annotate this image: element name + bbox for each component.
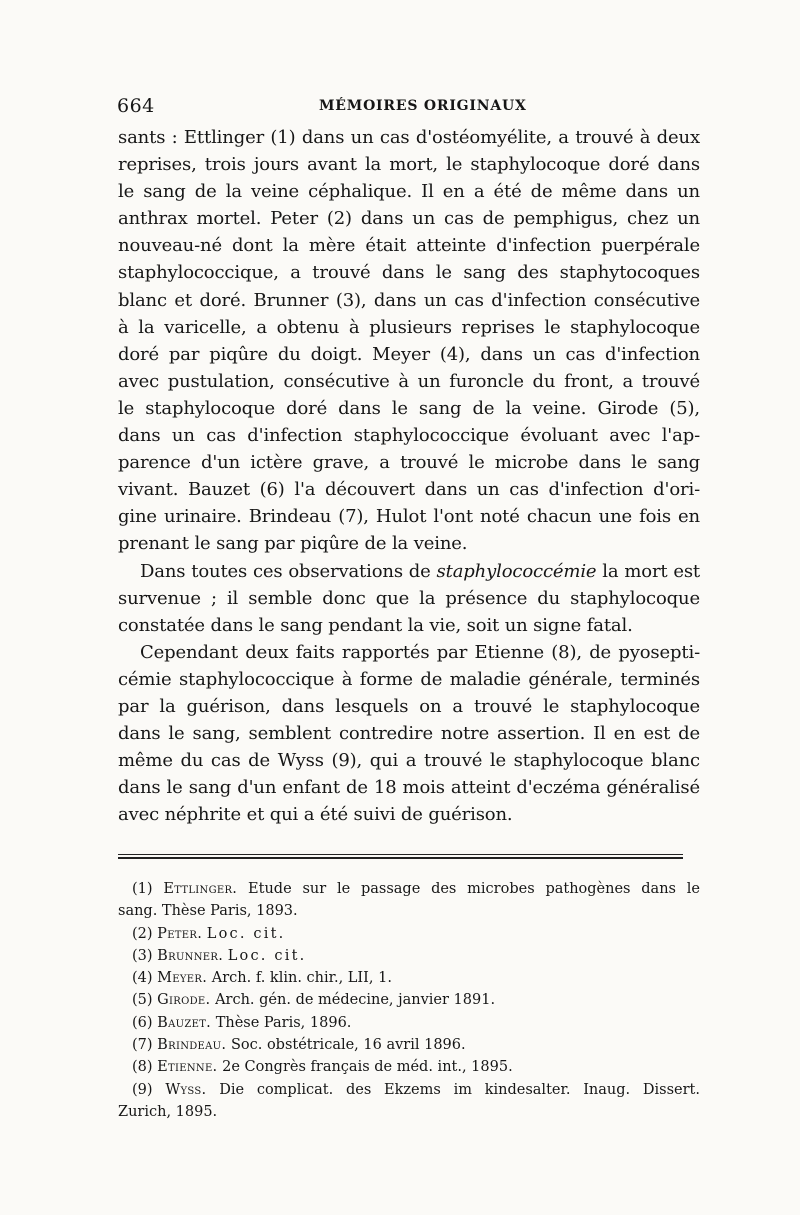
- footnote: [118, 967, 700, 989]
- body-line: nouveau-né dont la mère était atteinte d'infection puerpérale: [118, 235, 700, 257]
- body-line: prenant le sang par piqûre de la veine.: [118, 533, 468, 555]
- body-line: avec pustulation, consécutive à un furoncle du front, a trouvé: [118, 370, 700, 392]
- footnote-author: Girode.: [157, 992, 211, 1009]
- footnote-author: Brunner.: [157, 947, 224, 964]
- footnote: [118, 1012, 700, 1034]
- body-text: [118, 124, 700, 828]
- footnote-number: (6): [132, 1014, 153, 1031]
- body-line: constatée dans le sang pendant la vie, soit un signe fatal.: [118, 614, 633, 636]
- footnote-number: (2): [132, 925, 153, 942]
- page-header: [117, 95, 700, 121]
- footnote: [118, 989, 700, 1011]
- body-line: dans un cas d'infection staphylococcique évoluant avec l'ap-: [118, 425, 700, 447]
- text-run: la mort est: [602, 560, 700, 582]
- footnote: [118, 1079, 700, 1101]
- body-line: avec néphrite et qui a été suivi de guérison.: [118, 804, 513, 826]
- body-line: par la guérison, dans lesquels on a trouvé le staphylocoque: [118, 695, 700, 717]
- footnote-continuation: Zurich, 1895.: [118, 1103, 218, 1120]
- footnote: [118, 878, 700, 900]
- footnote-text: 2e Congrès français de méd. int., 1895.: [222, 1059, 513, 1076]
- footnote-separator: [118, 854, 683, 859]
- body-line: à la varicelle, a obtenu à plusieurs reprises le staphylocoque: [118, 316, 700, 338]
- body-line-with-italic: [118, 558, 700, 585]
- body-line: même du cas de Wyss (9), qui a trouvé le staphylocoque blanc: [118, 750, 700, 772]
- body-line: Cependant deux faits rapportés par Etienne (8), de pyosepti-: [140, 641, 700, 663]
- footnote-author: Brindeau.: [157, 1037, 227, 1054]
- footnote: [118, 1056, 700, 1078]
- footnote-continuation: sang. Thèse Paris, 1893.: [118, 903, 298, 920]
- separator-thick-rule: [118, 857, 683, 859]
- body-line: survenue ; il semble donc que la présence du staphylocoque: [118, 587, 700, 609]
- footnotes: [118, 878, 700, 1123]
- running-title: MÉMOIRES ORIGINAUX: [319, 98, 527, 114]
- footnote: [118, 1034, 700, 1056]
- body-line: cémie staphylococcique à forme de maladie générale, terminés: [118, 668, 700, 690]
- footnote-text: Arch. f. klin. chir., LII, 1.: [211, 970, 392, 987]
- footnote-author: Wyss.: [165, 1081, 207, 1098]
- footnote-text: Loc. cit.: [227, 947, 307, 964]
- footnote: [118, 945, 700, 967]
- footnote-author: Ettlinger.: [163, 881, 238, 897]
- footnote-number: (1): [132, 881, 153, 897]
- body-line: parence d'un ictère grave, a trouvé le microbe dans le sang: [118, 452, 700, 474]
- body-line: dans le sang d'un enfant de 18 mois atteint d'eczéma généralisé: [118, 777, 700, 799]
- footnote-number: (3): [132, 947, 153, 964]
- footnote-text: Die complicat. des Ekzems im kindesalter. Inaug. Dissert.: [219, 1081, 700, 1098]
- footnote-text: Soc. obstétricale, 16 avril 1896.: [230, 1037, 466, 1054]
- body-line: anthrax mortel. Peter (2) dans un cas de pemphigus, chez un: [118, 208, 700, 230]
- footnote-number: (5): [132, 992, 153, 1009]
- footnote-number: (4): [132, 970, 153, 987]
- body-line: sants : Ettlinger (1) dans un cas d'ostéomyélite, a trouvé à deux: [118, 127, 700, 148]
- italic-term: staphylococcémie: [436, 560, 597, 582]
- footnote-number: (9): [132, 1081, 153, 1098]
- separator-thin-rule: [118, 854, 683, 855]
- footnote-text: Thèse Paris, 1896.: [215, 1014, 352, 1031]
- footnote-text: Arch. gén. de médecine, janvier 1891.: [215, 992, 496, 1009]
- footnote-text: Etude sur le passage des microbes pathogènes dans le: [248, 881, 700, 897]
- body-line: staphylococcique, a trouvé dans le sang des staphytocoques: [118, 262, 700, 284]
- footnote-number: (8): [132, 1059, 153, 1076]
- text-run: Dans toutes ces observations de: [140, 560, 431, 582]
- body-line: le staphylocoque doré dans le sang de la veine. Girode (5),: [118, 397, 700, 419]
- footnote-number: (7): [132, 1037, 153, 1054]
- footnote-author: Meyer.: [157, 970, 208, 987]
- body-line: vivant. Bauzet (6) l'a découvert dans un cas d'infection d'ori-: [118, 479, 700, 501]
- body-line: gine urinaire. Brindeau (7), Hulot l'ont noté chacun une fois en: [118, 506, 700, 528]
- body-line: dans le sang, semblent contredire notre assertion. Il en est de: [118, 723, 700, 745]
- body-line: doré par piqûre du doigt. Meyer (4), dans un cas d'infection: [118, 343, 700, 365]
- body-line: reprises, trois jours avant la mort, le staphylocoque doré dans: [118, 154, 700, 176]
- footnote-author: Bauzet.: [157, 1014, 212, 1031]
- page-number: 664: [117, 95, 155, 117]
- footnote-author: Peter.: [157, 925, 203, 942]
- footnote-author: Etienne.: [157, 1059, 218, 1076]
- footnote-text: Loc. cit.: [206, 925, 286, 942]
- body-line: blanc et doré. Brunner (3), dans un cas d'infection consécutive: [118, 289, 700, 311]
- footnote: [118, 923, 700, 945]
- body-line: le sang de la veine céphalique. Il en a été de même dans un: [118, 181, 700, 203]
